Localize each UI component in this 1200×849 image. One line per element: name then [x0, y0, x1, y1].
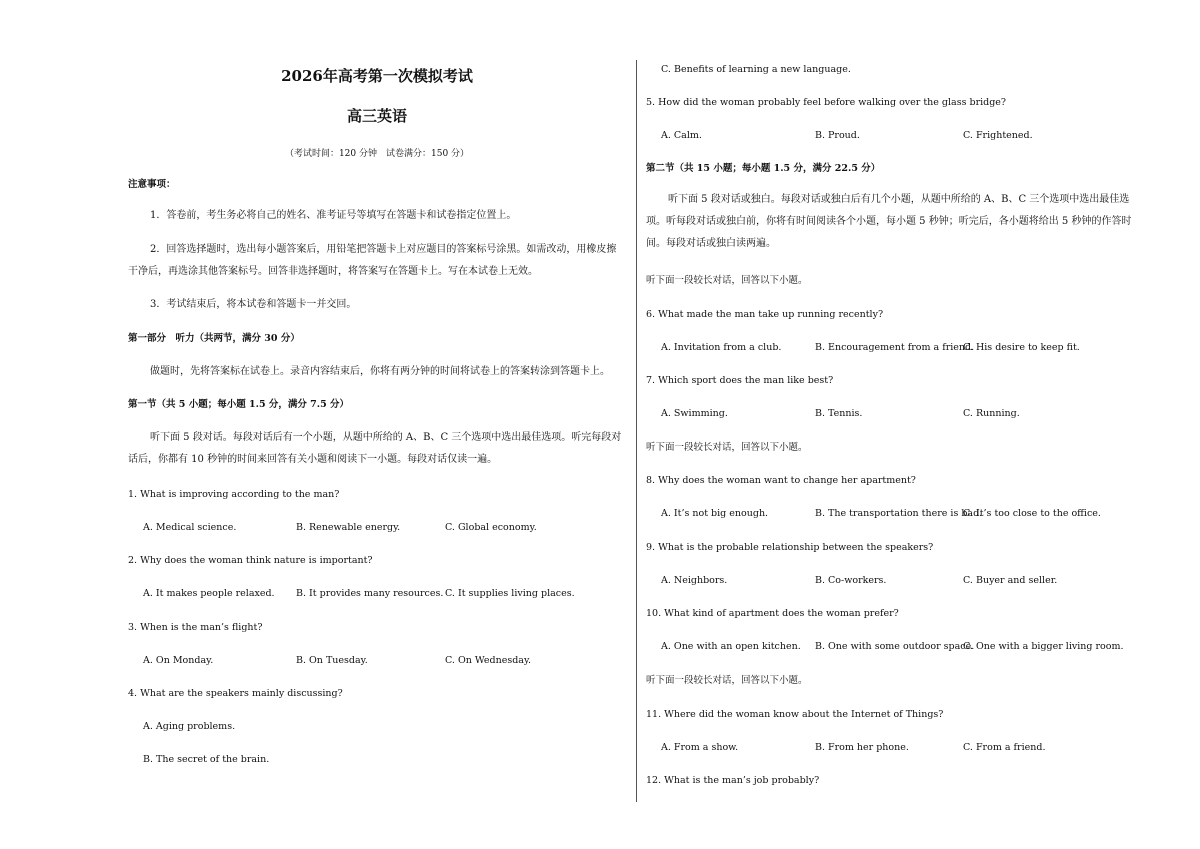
question-3: 3. When is the man’s flight?: [128, 622, 263, 633]
q1-option-a[interactable]: A. Medical science.: [143, 522, 237, 533]
q6-option-c[interactable]: C. His desire to keep fit.: [963, 342, 1080, 353]
question-5: 5. How did the woman probably feel before walking over the glass bridge?: [646, 97, 1007, 108]
q10-option-a[interactable]: A. One with an open kitchen.: [661, 641, 801, 652]
q9-option-c[interactable]: C. Buyer and seller.: [963, 575, 1058, 586]
q8-option-b[interactable]: B. The transportation there is bad.: [815, 508, 983, 519]
q3-option-c[interactable]: C. On Wednesday.: [445, 655, 532, 666]
question-10: 10. What kind of apartment does the woman prefer?: [646, 608, 899, 619]
exam-meta: （考试时间：120 分钟 试卷满分：150 分）: [284, 149, 470, 159]
q2-option-b[interactable]: B. It provides many resources.: [296, 588, 444, 599]
notes-heading: 注意事项：: [128, 179, 176, 190]
part1-instruction: 做题时，先将答案标在试卷上。录音内容结束后，你将有两分钟的时间将试卷上的答案转涂到答题卡上。: [150, 366, 610, 377]
question-6: 6. What made the man take up running recently?: [646, 309, 884, 320]
question-11: 11. Where did the woman know about the Internet of Things?: [646, 709, 944, 720]
q3-option-a[interactable]: A. On Monday.: [143, 655, 214, 666]
q11-option-c[interactable]: C. From a friend.: [963, 742, 1046, 753]
q10-option-b[interactable]: B. One with some outdoor space.: [815, 641, 975, 652]
q1-option-b[interactable]: B. Renewable energy.: [296, 522, 401, 533]
q9-option-a[interactable]: A. Neighbors.: [661, 575, 728, 586]
q7-option-b[interactable]: B. Tennis.: [815, 408, 863, 419]
question-1: 1. What is improving according to the man?: [128, 489, 340, 500]
note-item-2: 2．回答选择题时，选出每小题答案后，用铅笔把答题卡上对应题目的答案标号涂黑。如需改动，用橡皮擦干净后，再选涂其他答案标号。回答非选择题时，将答案写在答题卡上。写在本试卷上无效。: [128, 244, 617, 277]
note-item-3: 3．考试结束后，将本试卷和答题卡一并交回。: [150, 299, 357, 310]
q4-option-a[interactable]: A. Aging problems.: [143, 721, 236, 732]
section1-instruction: 听下面 5 段对话。每段对话后有一个小题，从题中所给的 A、B、C 三个选项中选出最佳选项。听完每段对话后，你都有 10 秒钟的时间来回答有关小题和阅读下一小题。每段对话仅读一遍。: [128, 432, 622, 465]
q5-option-c[interactable]: C. Frightened.: [963, 130, 1033, 141]
q7-option-c[interactable]: C. Running.: [963, 408, 1020, 419]
exam-subject: 高三英语: [346, 107, 407, 125]
question-4: 4. What are the speakers mainly discussing?: [128, 688, 343, 699]
q10-option-c[interactable]: C. One with a bigger living room.: [963, 641, 1124, 652]
part1-heading: 第一部分 听力（共两节，满分 30 分）: [128, 333, 300, 344]
question-2: 2. Why does the woman think nature is important?: [128, 555, 373, 566]
section2-instruction: 听下面 5 段对话或独白。每段对话或独白后有几个小题，从题中所给的 A、B、C 三个选项中选出最佳选项。听每段对话或独白前，你将有时间阅读各个小题，每小题 5 秒钟；听完后，各小题将给出 5 秒钟的作答时间。每段对话或独白读两遍。: [646, 194, 1132, 249]
exam-title: 2026年高考第一次模拟考试: [281, 67, 473, 85]
q3-option-b[interactable]: B. On Tuesday.: [296, 655, 368, 666]
section2-heading: 第二节（共 15 小题；每小题 1.5 分，满分 22.5 分）: [646, 163, 881, 174]
q11-option-b[interactable]: B. From her phone.: [815, 742, 909, 753]
q5-option-a[interactable]: A. Calm.: [661, 130, 702, 141]
question-8: 8. Why does the woman want to change her apartment?: [646, 475, 916, 486]
q2-option-a[interactable]: A. It makes people relaxed.: [143, 588, 275, 599]
q5-option-b[interactable]: B. Proud.: [815, 130, 860, 141]
listen-long-1: 听下面一段较长对话，回答以下小题。: [646, 275, 808, 286]
note-item-1: 1．答卷前，考生务必将自己的姓名、准考证号等填写在答题卡和试卷指定位置上。: [150, 210, 517, 221]
question-7: 7. Which sport does the man like best?: [646, 375, 834, 386]
q4-option-c[interactable]: C. Benefits of learning a new language.: [661, 64, 851, 75]
question-12: 12. What is the man’s job probably?: [646, 775, 820, 786]
q7-option-a[interactable]: A. Swimming.: [661, 408, 728, 419]
q9-option-b[interactable]: B. Co-workers.: [815, 575, 887, 586]
q11-option-a[interactable]: A. From a show.: [661, 742, 739, 753]
listen-long-2: 听下面一段较长对话，回答以下小题。: [646, 442, 808, 453]
q1-option-c[interactable]: C. Global economy.: [445, 522, 537, 533]
question-9: 9. What is the probable relationship between the speakers?: [646, 542, 934, 553]
q6-option-a[interactable]: A. Invitation from a club.: [661, 342, 782, 353]
section1-heading: 第一节（共 5 小题；每小题 1.5 分，满分 7.5 分）: [128, 399, 350, 410]
listen-long-3: 听下面一段较长对话，回答以下小题。: [646, 675, 808, 686]
column-divider: [636, 60, 637, 802]
q8-option-a[interactable]: A. It’s not big enough.: [661, 508, 769, 519]
q6-option-b[interactable]: B. Encouragement from a friend.: [815, 342, 975, 353]
q2-option-c[interactable]: C. It supplies living places.: [445, 588, 575, 599]
q4-option-b[interactable]: B. The secret of the brain.: [143, 754, 270, 765]
q8-option-c[interactable]: C. It’s too close to the office.: [963, 508, 1101, 519]
